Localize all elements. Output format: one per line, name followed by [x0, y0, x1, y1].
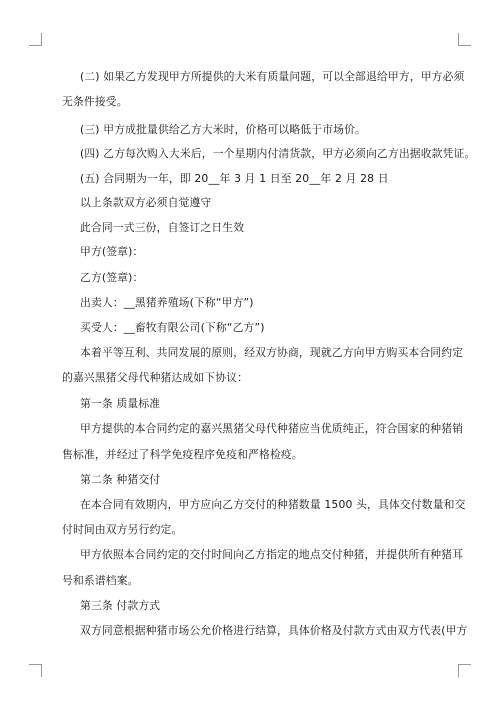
preamble-text: 本着平等互利、共同发展的原则，经双方协商，现就乙方向甲方购买本合同约定	[80, 346, 464, 359]
article-2-text-cont: 付时间由双方另行约定。	[62, 523, 183, 536]
seller-line: 出卖人：__黑猪养殖场(下称“甲方”)	[80, 296, 254, 309]
crop-mark-top-left	[29, 33, 42, 46]
article-1-text: 甲方提供的本合同约定的嘉兴黑猪父母代种猪应当优质纯正，符合国家的种猪销	[80, 422, 464, 435]
party-a-signature: 甲方(签章)：	[80, 245, 144, 258]
clause-2-text-cont: 无条件接受。	[62, 95, 128, 108]
clause-5-text: (五) 合同期为一年，即 20__年 3 月 1 日至 20__年 2 月 28 日	[80, 172, 389, 185]
article-1-text-cont: 售标准，并经过了科学免疫程序免疫和严格检疫。	[62, 448, 303, 461]
clause-3-text: (三) 甲方成批量供给乙方大米时，价格可以略低于市场价。	[80, 123, 366, 136]
crop-mark-bottom-left	[29, 664, 42, 677]
party-b-signature: 乙方(签章)：	[80, 271, 144, 284]
preamble-text-cont: 的嘉兴黑猪父母代种猪达成如下协议：	[62, 371, 249, 384]
buyer-line: 买受人：__畜牧有限公司(下称“乙方”)	[80, 321, 265, 334]
article-2-text-2-cont: 号和系谱档案。	[62, 574, 139, 587]
article-3-text: 双方同意根据种猪市场公允价格进行结算，具体价格及付款方式由双方代表(甲方	[80, 624, 468, 637]
article-2-heading: 第二条 种猪交付	[80, 473, 161, 486]
crop-mark-bottom-right	[458, 664, 471, 677]
clause-2-text: (二) 如果乙方发现甲方所提供的大米有质量问题，可以全部退给甲方，甲方必须	[80, 70, 465, 83]
article-1-heading: 第一条 质量标准	[80, 397, 161, 410]
clause-4-text: (四) 乙方每次购入大米后，一个星期内付清货款，甲方必须向乙方出据收款凭证。	[80, 147, 476, 160]
compliance-text: 以上条款双方必须自觉遵守	[80, 196, 212, 209]
copies-text: 此合同一式三份，自签订之日生效	[80, 221, 245, 234]
crop-mark-top-right	[458, 33, 471, 46]
article-2-text: 在本合同有效期内，甲方应向乙方交付的种猪数量 1500 头，具体交付数量和交	[80, 498, 466, 511]
article-2-text-2: 甲方依照本合同约定的交付时间向乙方指定的地点交付种猪，并提供所有种猪耳	[80, 548, 464, 561]
article-3-heading: 第三条 付款方式	[80, 599, 161, 612]
